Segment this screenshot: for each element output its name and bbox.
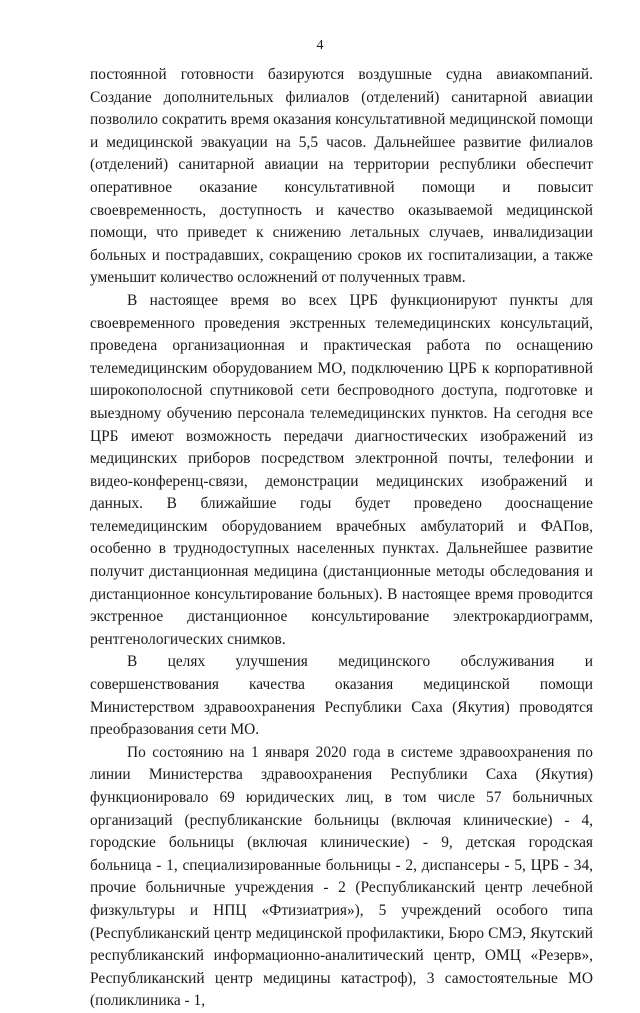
- paragraph: В целях улучшения медицинского обслуживания и совершенствования качества оказания медицинской помощи Министерством здравоохранения Республики Саха (Якутия) проводятся преобразования сети МО.: [90, 653, 593, 739]
- page-number: 4: [316, 38, 324, 53]
- paragraph: В настоящее время во всех ЦРБ функционируют пункты для своевременного проведения экстренных телемедицинских консультаций, проведена организационная и практическая работа по оснащению телемедицинским оборудованием МО, подключению ЦРБ к корпоративной широкополосной спутниковой сети беспроводного доступа, подготовке и выездному обучению персонала телемедицинских пунктов. На сегодня все ЦРБ имеют возможность передачи диагностических изображений из медицинских приборов посредством электронной почты, телефонии и видео-конференц-связи, демонстрации медицинских изображений и данных. В ближайшие годы будет проведено дооснащение телемедицинским оборудованием врачебных амбулаторий и ФАПов, особенно в труднодоступных населенных пунктах. Дальнейшее развитие получит дистанционная медицина (дистанционные методы обследования и дистанционное консультирование больных). В настоящее время проводится экстренное дистанционное консультирование электрокардиограмм, рентгенологических снимков.: [90, 291, 593, 648]
- document-body: [90, 64, 593, 1013]
- paragraph: По состоянию на 1 января 2020 года в системе здравоохранения по линии Министерства здравоохранения Республики Саха (Якутия) функционировало 69 юридических лиц, в том числе 57 больничных организаций (республиканские больницы (включая клинические) - 4, городские больницы (включая клинические) - 9, детская городская больница - 1, специализированные больницы - 2, диспансеры - 5, ЦРБ - 34, прочие больничные учреждения - 2 (Республиканский центр лечебной физкультуры и НПЦ «Фтизиатрия»), 5 учреждений особого типа (Республиканский центр медицинской профилактики, Бюро СМЭ, Якутский республиканский информационно-аналитический центр, ОМЦ «Резерв», Республиканский центр медицины катастроф), 3 самостоятельные МО (поликлиника - 1,: [90, 743, 593, 1010]
- paragraph: постоянной готовности базируются воздушные судна авиакомпаний. Создание дополнительных филиалов (отделений) санитарной авиации позволило сократить время оказания консультативной медицинской помощи и медицинской эвакуации на 5,5 часов. Дальнейшее развитие филиалов (отделений) санитарной авиации на территории республики обеспечит оперативное оказание консультативной помощи и повысит своевременность, доступность и качество оказываемой медицинской помощи, что приведет к снижению летальных случаев, инвалидизации больных и пострадавших, сокращению сроков их госпитализации, а также уменьшит количество осложнений от полученных травм.: [90, 66, 593, 287]
